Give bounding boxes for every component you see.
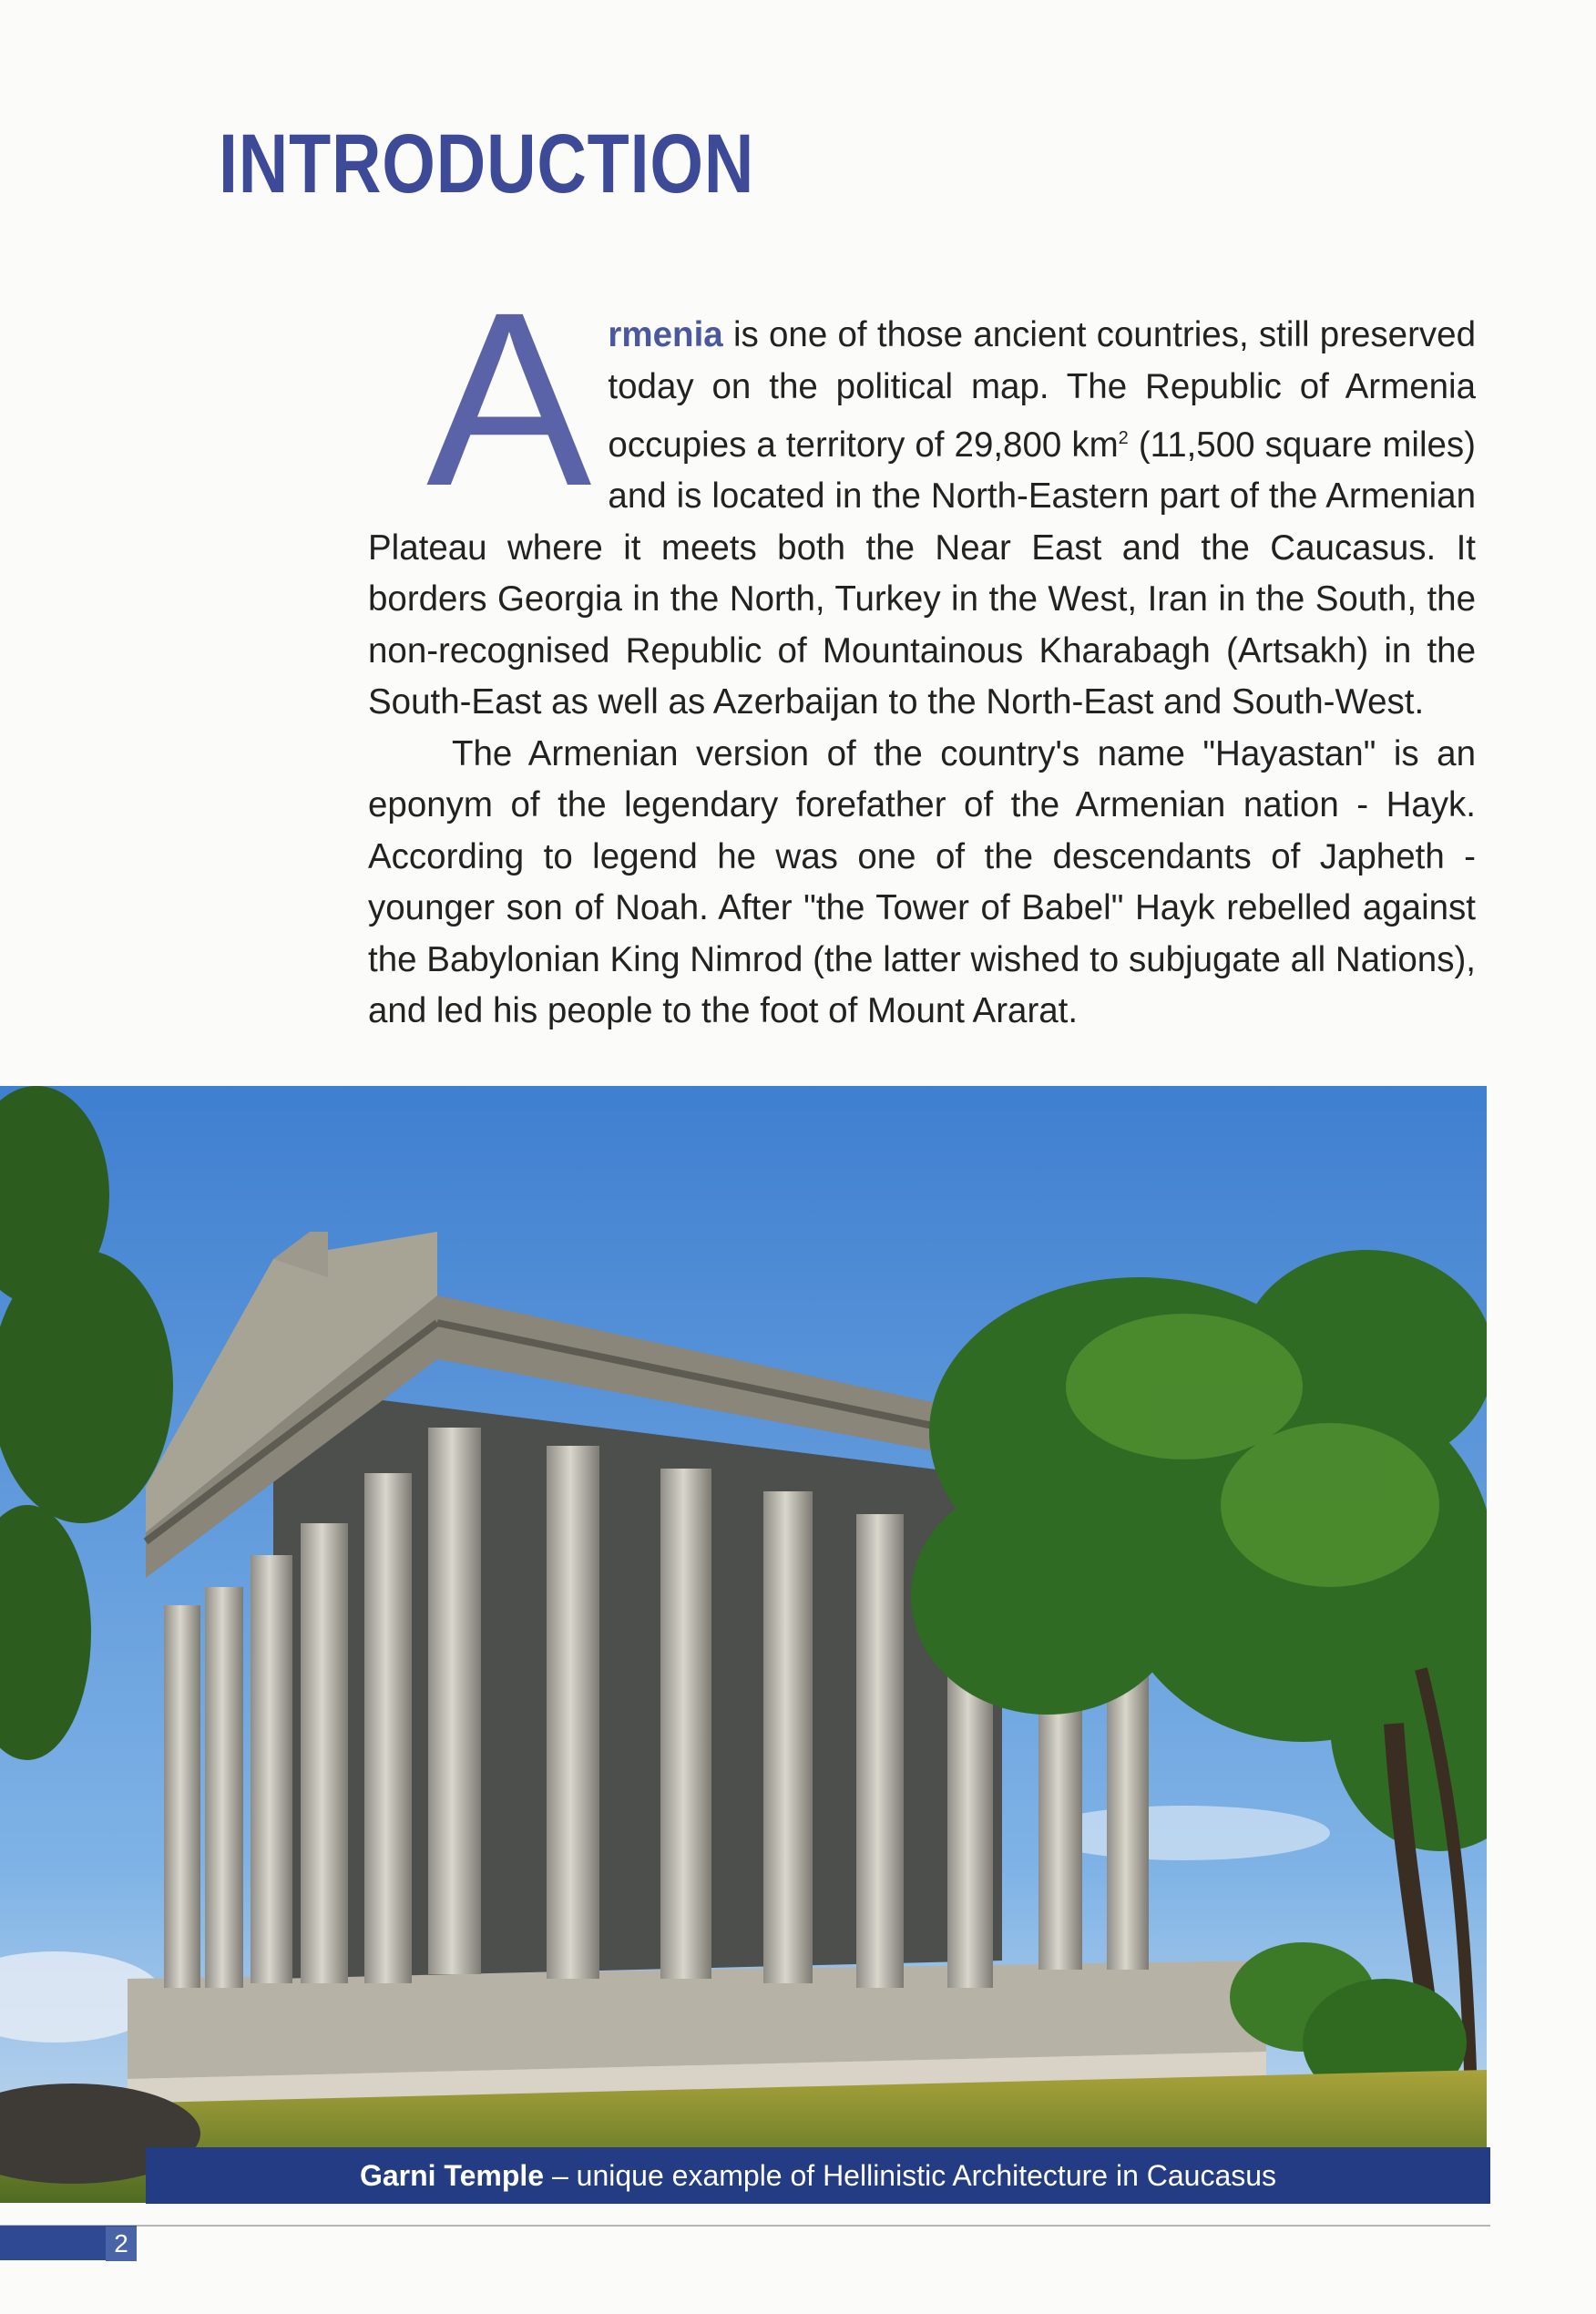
page-heading: INTRODUCTION <box>219 118 755 210</box>
footer-rule <box>0 2225 1490 2227</box>
lead-word: rmenia <box>608 315 723 354</box>
caption-dash: – <box>544 2159 577 2192</box>
garni-temple-photo <box>0 1086 1487 2203</box>
photo-caption <box>146 2147 1490 2204</box>
caption-text: unique example of Hellinistic Architecture in Caucasus <box>576 2159 1277 2192</box>
paragraph-1-text-a: is one of those ancient countries, still preserved today on the political map. The Republic of Armenia occupies a territory of 29,800 km <box>608 315 1476 465</box>
drop-cap: A <box>426 261 592 538</box>
superscript: 2 <box>1118 428 1129 448</box>
page-number: 2 <box>106 2227 137 2261</box>
paragraph-1 <box>368 261 1476 729</box>
temple-illustration <box>0 1086 1487 2203</box>
paragraph-1-text-b: (11,500 square miles) and is located in the North-Eastern part of the Armenian Plateau where it meets both the Near East and the Caucasus. It borders Georgia in the North, Turkey in the West, Iran in the South, the non-recognised Republic of Mountainous Kharabagh (Artsakh) in the South-East as well as Azerbaijan to the North-East and South-West. <box>368 425 1476 722</box>
paragraph-2: The Armenian version of the country's name "Hayastan" is an eponym of the legendary forefather of the Armenian nation - Hayk. According to legend he was one of the descendants of Japheth - younger son of Noah. After "the Tower of Babel" Hayk rebelled against the Babylonian King Nimrod (the latter wished to subjugate all Nations), and led his people to the foot of Mount Ararat. <box>368 733 1476 1031</box>
intro-text <box>368 261 1476 1038</box>
caption-title: Garni Temple <box>359 2159 545 2192</box>
